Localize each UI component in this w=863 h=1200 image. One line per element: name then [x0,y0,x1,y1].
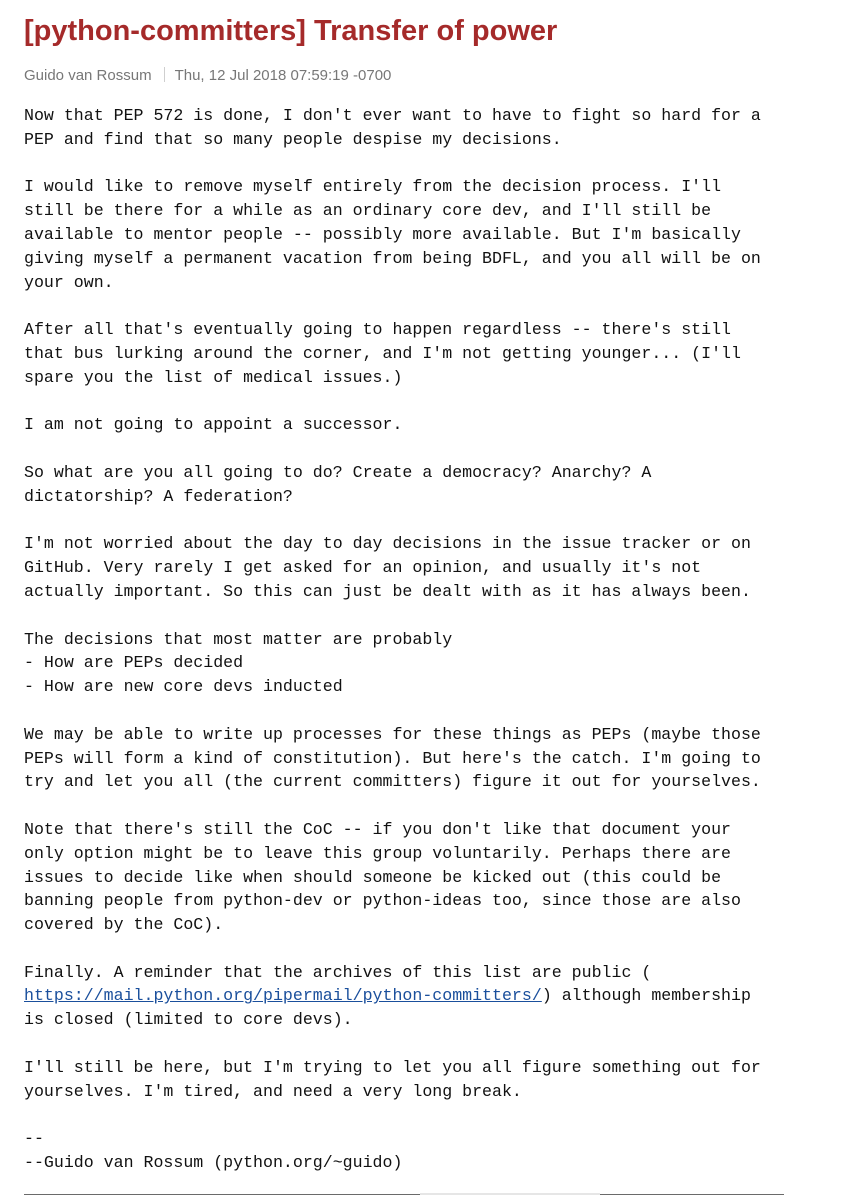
paragraph-coc: Note that there's still the CoC -- if you don't like that document your only option might be to leave this group voluntarily. Perhaps there are issues to decide like when should someone be kicked out (this could be banning people from python-dev or python-ideas too, since those are also covered by the CoC). [24,819,741,935]
paragraph-governance-question: So what are you all going to do? Create a democracy? Anarchy? A dictatorship? A federation? [24,462,652,506]
message-subject: [python-committers] Transfer of power [24,15,558,47]
paragraph-pep-572: Now that PEP 572 is done, I don't ever want to have to fight so hard for a PEP and find that so many people despise my decisions. [24,106,761,149]
paragraph-bus-factor: After all that's eventually going to happen regardless -- there's still that bus lurking around the corner, and I'm not getting younger... (I'll spare you the list of medical issues.) [24,320,741,387]
archives-text-before: Finally. A reminder that the archives of this list are public ( [24,962,652,982]
paragraph-decisions-list: The decisions that most matter are probably - How are PEPs decided - How are new core devs inducted [24,629,453,697]
paragraph-no-successor: I am not going to appoint a successor. [24,415,403,435]
archives-text-after: ) although membership is closed (limited to core devs). [24,986,751,1030]
signature: -- --Guido van Rossum (python.org/~guido) [24,1129,403,1173]
footer-divider-highlight [420,1193,600,1195]
paragraph-day-to-day: I'm not worried about the day to day decisions in the issue tracker or on GitHub. Very rarely I get asked for an opinion, and usually it's not actually important. So this can just be dealt with as it has always been. [24,534,751,601]
author-name[interactable]: Guido van Rossum [24,67,152,84]
message-body [24,104,854,1175]
paragraph-archives [24,963,751,1030]
paragraph-closing: I'll still be here, but I'm trying to let you all figure something out for yourselves. I'm tired, and need a very long break. [24,1057,761,1101]
paragraph-processes: We may be able to write up processes for these things as PEPs (maybe those PEPs will form a kind of constitution). But here's the catch. I'm going to try and let you all (the current committers) figure it out for yourselves. [24,724,761,792]
archive-link[interactable]: https://mail.python.org/pipermail/python-committers/ [24,986,542,1006]
footer-divider [24,1194,784,1195]
message-date: Thu, 12 Jul 2018 07:59:19 -0700 [174,67,392,84]
message-meta [24,67,391,85]
meta-separator [164,67,165,82]
paragraph-step-down: I would like to remove myself entirely from the decision process. I'll still be there for a while as an ordinary core dev, and I'll still be available to mentor people -- possibly more available. But I'm basically giving myself a permanent vacation from being BDFL, and you all will be on your own. [24,177,761,292]
